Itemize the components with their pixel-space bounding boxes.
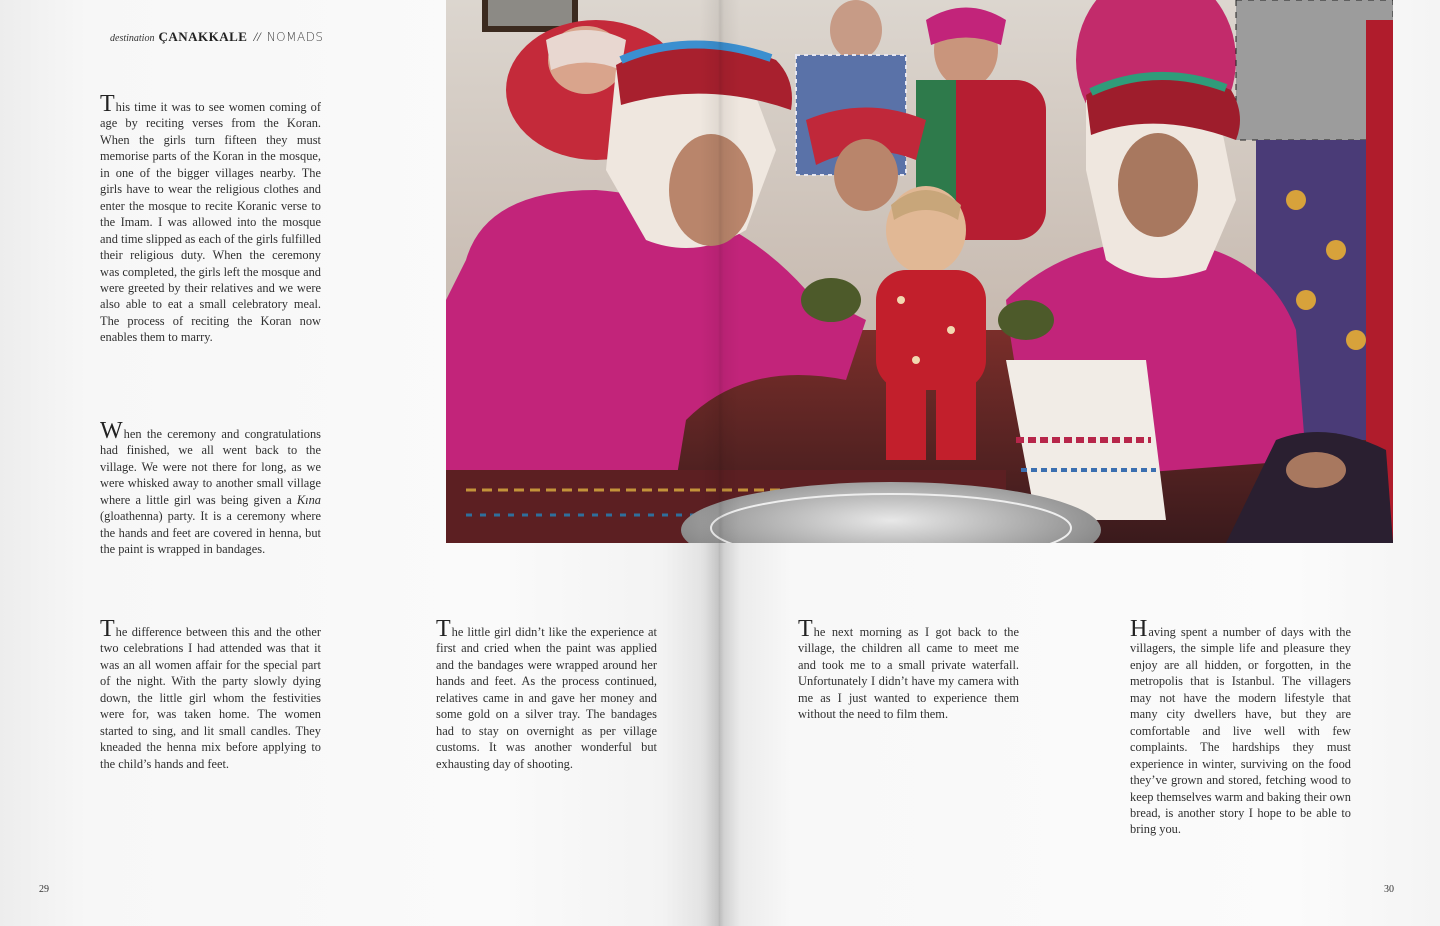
- paragraph-text: he next morning as I got back to the village, the children all came to meet me and took me to a small private waterfall. Unfortunately I didn’t have my camera with me as I just wanted to experience them without the need to film them.: [798, 625, 1019, 722]
- drop-cap: T: [798, 616, 813, 642]
- text-column-3: [100, 616, 321, 772]
- paragraph-text: aving spent a number of days with the villagers, the simple life and pleasure they enjoy are all hidden, or forgotten, in the metropolis that is Istanbul. The villagers may not have the modern lifestyle that many city dwellers have, but they are comfortable and live well with few complaints. The hardships they must experience in winter, surviving on the food they’ve grown and stored, fetching wood to keep themselves warm and baking their own bread, is another story I hope to be able to bring you.: [1130, 625, 1351, 837]
- text-column-2: [100, 418, 321, 558]
- paragraph-text: (gloathenna) party. It is a ceremony where the hands and feet are covered in henna, but the paint is wrapped in bandages.: [100, 509, 321, 557]
- paragraph-text: he little girl didn’t like the experience at first and cried when the paint was applied and the bandages were wrapped around her hands and feet. As the process continued, relatives came in and gave her money and some gold on a silver tray. The bandages had to stay on overnight as per village customs. It was another wonderful but exhausting day of shooting.: [436, 625, 657, 771]
- running-header: [110, 29, 324, 47]
- paragraph-text: he difference between this and the other two celebrations I had attended was that it was an all women affair for the special part of the night. With the party slowly dying down, the little girl whom the festivities were for, was taken home. The women started to sing, and lit small candles. They kneaded the henna mix before applying to the child’s hands and feet.: [100, 625, 321, 771]
- header-place: ÇANAKKALE: [158, 29, 248, 44]
- header-brand-logo: NOMADS: [266, 30, 324, 44]
- drop-cap: W: [100, 418, 123, 444]
- drop-cap: T: [100, 616, 115, 642]
- paragraph-text: hen the ceremony and congratulations had finished, we all went back to the village. We were not there for long, as we were whisked away to another small village where a little girl was being given a: [100, 427, 321, 507]
- drop-cap: T: [100, 91, 115, 117]
- drop-cap: T: [436, 616, 451, 642]
- page-number-left: 29: [39, 884, 49, 895]
- text-column-6: [1130, 616, 1351, 838]
- page-number-right: 30: [1384, 884, 1394, 895]
- henna-ceremony-photo: [446, 0, 1393, 543]
- italic-term: Kına: [296, 492, 321, 507]
- paragraph-text: his time it was to see women coming of age by reciting verses from the Koran. When the girls turn fifteen they must memorise parts of the Koran in the mosque, in one of the bigger villages nearby. The girls have to wear the religious clothes and enter the mosque to recite Koranic verse to the Imam. I was allowed into the mosque and time slipped as each of the girls fulfilled their religious duty. When the ceremony was completed, the girls left the mosque and were greeted by their relatives and we were also able to eat a small celebratory meal. The process of reciting the Koran now enables them to marry.: [100, 100, 321, 345]
- drop-cap: H: [1130, 616, 1148, 642]
- text-column-4: [436, 616, 657, 772]
- header-separator: //: [253, 29, 261, 44]
- text-column-5: [798, 616, 1019, 723]
- text-column-1: [100, 91, 321, 346]
- header-prefix: destination: [110, 33, 155, 44]
